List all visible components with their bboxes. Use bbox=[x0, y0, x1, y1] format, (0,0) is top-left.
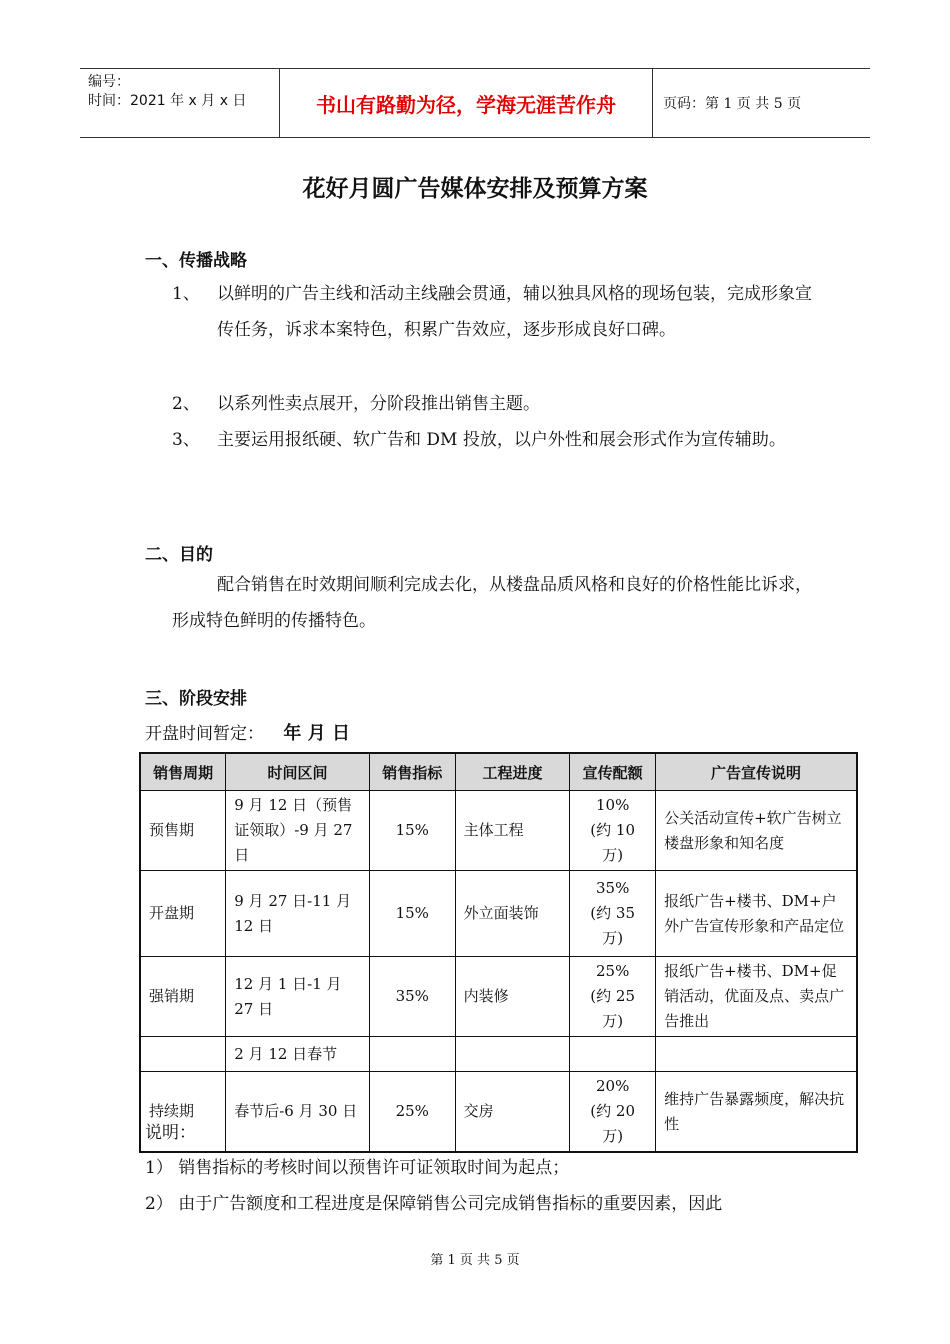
table-cell bbox=[570, 1037, 656, 1072]
note-item: 1） 销售指标的考核时间以预售许可证领取时间为起点； bbox=[145, 1158, 570, 1178]
table-row bbox=[140, 1037, 857, 1072]
table-cell: 强销期 bbox=[140, 957, 226, 1037]
list-item-number: 2、 bbox=[172, 394, 200, 414]
table-cell: 交房 bbox=[455, 1072, 570, 1153]
header-page-info: 页码：第 1 页 共 5 页 bbox=[663, 96, 802, 112]
list-item-text: 以鲜明的广告主线和活动主线融会贯通，辅以独具风格的现场包装，完成形象宣传任务，诉求本案特色，积累广告效应，逐步形成良好口碑。 bbox=[217, 284, 812, 340]
table-cell bbox=[455, 1037, 570, 1072]
table-header-cell: 销售周期 bbox=[140, 753, 226, 791]
table-header-cell: 宣传配额 bbox=[570, 753, 656, 791]
section2-paragraph: 配合销售在时效期间顺利完成去化，从楼盘品质风格和良好的价格性能比诉求，形成特色鲜明的传播特色。 bbox=[172, 575, 812, 631]
table-cell: 20% (约 20 万) bbox=[570, 1072, 656, 1153]
section3-heading: 三、阶段安排 bbox=[145, 689, 247, 709]
list-item-number: 3、 bbox=[172, 430, 200, 450]
header-slogan: 书山有路勤为径，学海无涯苦作舟 bbox=[280, 69, 653, 137]
opening-time-value: 年 月 日 bbox=[283, 723, 350, 744]
table-cell: 15% bbox=[369, 791, 455, 871]
opening-time bbox=[145, 719, 350, 745]
table-cell: 报纸广告+楼书、DM+促销活动，优面及点、卖点广告推出 bbox=[656, 957, 857, 1037]
table-row bbox=[140, 791, 857, 871]
page-header bbox=[80, 68, 870, 138]
schedule-table bbox=[139, 752, 858, 1153]
table-header-row bbox=[140, 753, 857, 791]
note-item: 2） 由于广告额度和工程进度是保障销售公司完成销售指标的重要因素，因此 bbox=[145, 1194, 723, 1214]
table-header-cell: 工程进度 bbox=[455, 753, 570, 791]
page-footer: 第 1 页 共 5 页 bbox=[430, 1253, 520, 1268]
time-label: 时间：2021 年 x 月 x 日 bbox=[88, 93, 247, 109]
table-cell: 25% (约 25 万) bbox=[570, 957, 656, 1037]
table-cell: 9 月 27 日-11 月 12 日 bbox=[226, 871, 370, 957]
table-cell: 维持广告暴露频度，解决抗性 bbox=[656, 1072, 857, 1153]
section2-heading: 二、目的 bbox=[145, 545, 213, 565]
notes-label: 说明： bbox=[145, 1123, 196, 1143]
section1-heading: 一、传播战略 bbox=[145, 251, 247, 271]
table-cell: 报纸广告+楼书、DM+户外广告宣传形象和产品定位 bbox=[656, 871, 857, 957]
table-header-cell: 时间区间 bbox=[226, 753, 370, 791]
table-header-cell: 销售指标 bbox=[369, 753, 455, 791]
table-row bbox=[140, 1072, 857, 1153]
opening-time-label: 开盘时间暂定： bbox=[145, 724, 264, 744]
table-cell: 春节后-6 月 30 日 bbox=[226, 1072, 370, 1153]
table-cell: 12 月 1 日-1 月 27 日 bbox=[226, 957, 370, 1037]
table-cell bbox=[369, 1037, 455, 1072]
table-cell bbox=[140, 1037, 226, 1072]
table-cell: 2 月 12 日春节 bbox=[226, 1037, 370, 1072]
table-cell: 9 月 12 日（预售证领取）-9 月 27 日 bbox=[226, 791, 370, 871]
number-label: 编号： bbox=[88, 74, 130, 90]
list-item-number: 1、 bbox=[172, 284, 200, 304]
table-cell bbox=[656, 1037, 857, 1072]
table-cell: 公关活动宣传+软广告树立楼盘形象和知名度 bbox=[656, 791, 857, 871]
table-cell: 主体工程 bbox=[455, 791, 570, 871]
table-cell: 10% (约 10 万) bbox=[570, 791, 656, 871]
table-row bbox=[140, 871, 857, 957]
table-cell: 25% bbox=[369, 1072, 455, 1153]
table-cell: 预售期 bbox=[140, 791, 226, 871]
document-title: 花好月圆广告媒体安排及预算方案 bbox=[302, 176, 648, 202]
table-cell: 内装修 bbox=[455, 957, 570, 1037]
table-cell: 外立面装饰 bbox=[455, 871, 570, 957]
header-meta bbox=[80, 69, 280, 137]
table-row bbox=[140, 957, 857, 1037]
table-cell: 35% (约 35 万) bbox=[570, 871, 656, 957]
list-item-text: 主要运用报纸硬、软广告和 DM 投放，以户外性和展会形式作为宣传辅助。 bbox=[217, 430, 786, 450]
table-cell: 15% bbox=[369, 871, 455, 957]
table-cell: 35% bbox=[369, 957, 455, 1037]
list-item-text: 以系列性卖点展开，分阶段推出销售主题。 bbox=[217, 394, 540, 414]
table-header-cell: 广告宣传说明 bbox=[656, 753, 857, 791]
table-cell: 持续期 bbox=[140, 1072, 226, 1153]
table-cell: 开盘期 bbox=[140, 871, 226, 957]
